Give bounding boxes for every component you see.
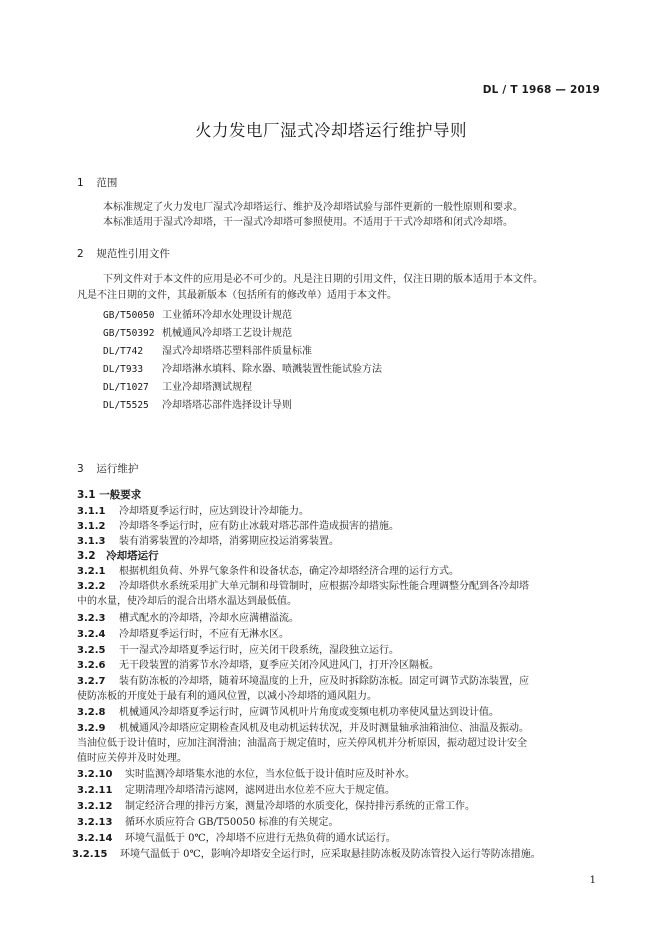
clause-number: 3.2.5 (77, 645, 106, 656)
reference-title: 冷却塔塔芯部件选择设计导则 (162, 400, 292, 411)
clause-number: 3.2.11 (77, 785, 113, 796)
clause (77, 659, 439, 672)
clause-text: 定期清理冷却塔清污滤网，滤网进出水位差不应大于规定值。 (125, 785, 395, 796)
page-number: 1 (589, 875, 596, 886)
reference-code: DL/T742 (103, 346, 144, 357)
clause-number: 3.2.2 (77, 581, 106, 592)
clause-continuation: 中的水量，使冷却后的混合出塔水温达到最低值。 (77, 596, 297, 607)
clause-number: 3.1.2 (77, 521, 106, 532)
clause-number: 3.2.13 (77, 817, 113, 828)
clause-continuation: 值时应关停并及时处理。 (77, 753, 187, 764)
reference-item (103, 345, 312, 358)
section-title: 范围 (96, 177, 118, 189)
clause (77, 722, 529, 735)
clause-number: 3.2.14 (77, 833, 113, 844)
clause (72, 848, 541, 861)
standard-number: DL / T 1968 — 2019 (482, 84, 600, 96)
clause-text: 机械通风冷却塔夏季运行时，应调节风机叶片角度或变频电机功率使风量达到设计值。 (119, 707, 499, 718)
clause (77, 675, 529, 688)
clause-text: 冷却塔冬季运行时，应有防止冰载对塔芯部件造成损害的措施。 (119, 521, 399, 532)
clause-text: 冷却塔夏季运行时，应达到设计冷却能力。 (119, 506, 309, 517)
clause-text: 环境气温低于 0℃，影响冷却塔安全运行时，应采取悬挂防冻板及防冻管投入运行等防冻措施。 (120, 849, 541, 860)
reference-title: 工业冷却塔测试规程 (162, 382, 252, 393)
clause-number: 3.2.6 (77, 660, 106, 671)
clause-text: 装有消雾装置的冷却塔，消雾期应投运消雾装置。 (119, 536, 339, 547)
clause-text: 实时监测冷却塔集水池的水位，当水位低于设计值时应及时补水。 (125, 769, 415, 780)
clause-number: 3.1.3 (77, 536, 106, 547)
clause (77, 565, 459, 578)
clause-text: 装有防冻板的冷却塔，随着环境温度的上升，应及时拆除防冻板。固定可调节式防冻装置，应 (119, 676, 529, 687)
reference-title: 湿式冷却塔塔芯塑料部件质量标准 (162, 346, 312, 357)
clause-text: 制定经济合理的排污方案，测量冷却塔的水质变化，保持排污系统的正常工作。 (125, 801, 475, 812)
clause-number: 3.2.10 (77, 769, 113, 780)
clause-continuation: 当油位低于设计值时，应加注润滑油；油温高于规定值时，应关停风机并分析原因，振动超过设计安全 (77, 738, 527, 749)
reference-item (103, 327, 292, 340)
clause (77, 800, 475, 813)
reference-code: DL/T5525 (103, 400, 149, 411)
subsection-heading: 3.1 一般要求 (77, 489, 142, 501)
section-number: 1 (77, 177, 84, 189)
clause (77, 768, 415, 781)
reference-item (103, 309, 292, 322)
document-title: 火力发电厂湿式冷却塔运行维护导则 (195, 121, 467, 140)
clause (77, 535, 339, 548)
clause-text: 无干段装置的消雾节水冷却塔，夏季应关闭冷风进风门，打开冷区隔板。 (119, 660, 439, 671)
reference-title: 工业循环冷却水处理设计规范 (162, 310, 292, 321)
section-number: 3 (77, 463, 84, 475)
clause (77, 706, 499, 719)
reference-item (103, 399, 292, 412)
clause-number: 3.2.9 (77, 723, 106, 734)
clause-continuation: 使防冻板的开度处于最有利的通风位置，以减小冷却塔的通风阻力。 (77, 691, 377, 702)
clause-number: 3.2.7 (77, 676, 106, 687)
clause (77, 505, 309, 518)
clause (77, 628, 289, 641)
section-2-heading (77, 246, 170, 261)
clause (77, 816, 339, 829)
section-title: 运行维护 (96, 463, 139, 475)
subsection-heading: 3.2 冷却塔运行 (77, 550, 159, 562)
reference-item (103, 363, 382, 376)
clause-text: 冷却塔夏季运行时，不应有无淋水区。 (119, 629, 289, 640)
clause-number: 3.2.8 (77, 707, 106, 718)
paragraph-continuation: 凡是不注日期的文件，其最新版本（包括所有的修改单）适用于本文件。 (77, 290, 397, 301)
clause-text: 根据机组负荷、外界气象条件和设备状态，确定冷却塔经济合理的运行方式。 (119, 566, 459, 577)
reference-title: 冷却塔淋水填料、除水器、喷溅装置性能试验方法 (162, 364, 382, 375)
reference-code: GB/T50392 (103, 328, 155, 339)
paragraph: 下列文件对于本文件的应用是必不可少的。凡是注日期的引用文件，仅注日期的版本适用于本文件。 (103, 274, 543, 285)
paragraph: 本标准适用于湿式冷却塔，干一湿式冷却塔可参照使用。不适用于干式冷却塔和闭式冷却塔。 (103, 217, 513, 228)
reference-title: 机械通风冷却塔工艺设计规范 (162, 328, 292, 339)
clause-text: 冷却塔供水系统采用扩大单元制和母管制时，应根据冷却塔实际性能合理调整分配到各冷却塔 (119, 581, 529, 592)
clause-text: 环境气温低于 0℃，冷却塔不应进行无热负荷的通水试运行。 (125, 833, 396, 844)
clause (77, 832, 396, 845)
section-1-heading (77, 175, 117, 190)
clause-text: 机械通风冷却塔应定期检查风机及电动机运转状况，并及时测量轴承油箱油位、油温及振动。 (119, 723, 529, 734)
reference-code: GB/T50050 (103, 310, 155, 321)
section-3-heading (77, 461, 138, 476)
clause-number: 3.1.1 (77, 506, 106, 517)
reference-code: DL/T933 (103, 364, 144, 375)
clause-number: 3.2.15 (72, 849, 108, 860)
clause-number: 3.2.1 (77, 566, 106, 577)
clause-text: 槽式配水的冷却塔，冷却水应满槽溢流。 (119, 613, 299, 624)
clause-number: 3.2.3 (77, 613, 106, 624)
reference-code: DL/T1027 (103, 382, 149, 393)
reference-item (103, 381, 252, 394)
paragraph: 本标准规定了火力发电厂湿式冷却塔运行、维护及冷却塔试验与部件更新的一般性原则和要求。 (103, 202, 523, 213)
clause-text: 循环水质应符合 GB/T50050 标准的有关规定。 (125, 817, 339, 828)
clause (77, 644, 399, 657)
section-title: 规范性引用文件 (96, 248, 170, 260)
clause (77, 612, 299, 625)
clause-number: 3.2.12 (77, 801, 113, 812)
clause (77, 580, 529, 593)
clause-text: 干一湿式冷却塔夏季运行时，应关闭干段系统，湿段独立运行。 (119, 645, 399, 656)
clause (77, 520, 399, 533)
clause (77, 784, 395, 797)
clause-number: 3.2.4 (77, 629, 106, 640)
section-number: 2 (77, 248, 84, 260)
